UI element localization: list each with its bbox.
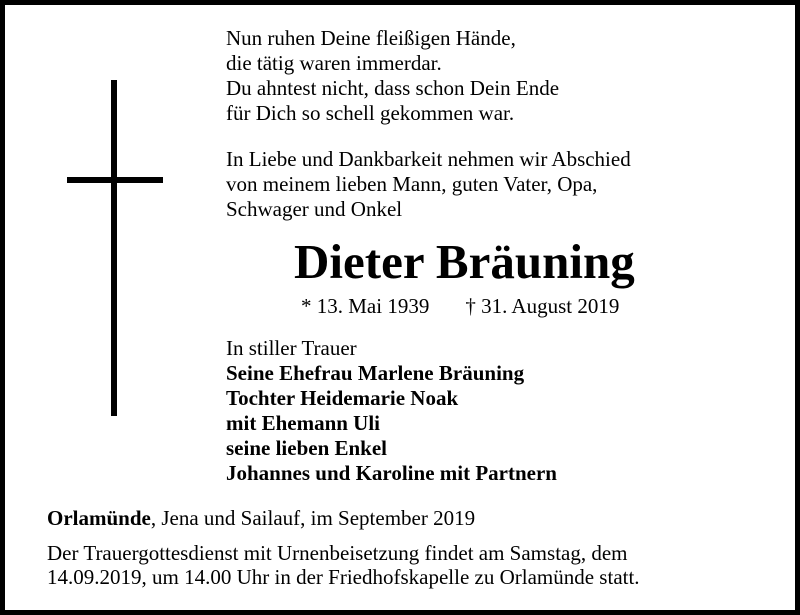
verse-line: für Dich so schell gekommen war. bbox=[226, 101, 515, 125]
mourners-block bbox=[226, 336, 557, 486]
memorial-verse bbox=[226, 26, 559, 126]
cross-horizontal-bar bbox=[67, 177, 163, 183]
mourners-heading: In stiller Trauer bbox=[226, 336, 357, 360]
verse-line: die tätig waren immerdar. bbox=[226, 51, 442, 75]
life-dates bbox=[301, 294, 619, 319]
intro-line: Schwager und Onkel bbox=[226, 197, 403, 221]
mourner-line: Tochter Heidemarie Noak bbox=[226, 386, 459, 410]
deceased-name: Dieter Bräuning bbox=[294, 234, 635, 289]
verse-line: Du ahntest nicht, dass schon Dein Ende bbox=[226, 76, 560, 100]
service-line: 14.09.2019, um 14.00 Uhr in der Friedhofskapelle zu Orlamünde statt. bbox=[47, 565, 640, 589]
mourner-line: Seine Ehefrau Marlene Bräuning bbox=[226, 361, 525, 385]
service-line: Der Trauergottesdienst mit Urnenbeisetzung findet am Samstag, dem bbox=[47, 541, 628, 565]
place-and-date bbox=[47, 506, 475, 531]
intro-line: von meinem lieben Mann, guten Vater, Opa, bbox=[226, 172, 598, 196]
place-rest: , Jena und Sailauf, im September 2019 bbox=[150, 506, 476, 530]
place-town: Orlamünde bbox=[47, 506, 151, 530]
mourner-line: Johannes und Karoline mit Partnern bbox=[226, 461, 557, 485]
death-date: † 31. August 2019 bbox=[465, 294, 620, 318]
intro-line: In Liebe und Dankbarkeit nehmen wir Abschied bbox=[226, 147, 631, 171]
farewell-intro bbox=[226, 147, 631, 222]
mourner-line: mit Ehemann Uli bbox=[226, 411, 381, 435]
birth-date: * 13. Mai 1939 bbox=[301, 294, 430, 318]
mourner-line: seine lieben Enkel bbox=[226, 436, 388, 460]
verse-line: Nun ruhen Deine fleißigen Hände, bbox=[226, 26, 516, 50]
service-info bbox=[47, 541, 767, 589]
cross-vertical-bar bbox=[111, 80, 117, 416]
